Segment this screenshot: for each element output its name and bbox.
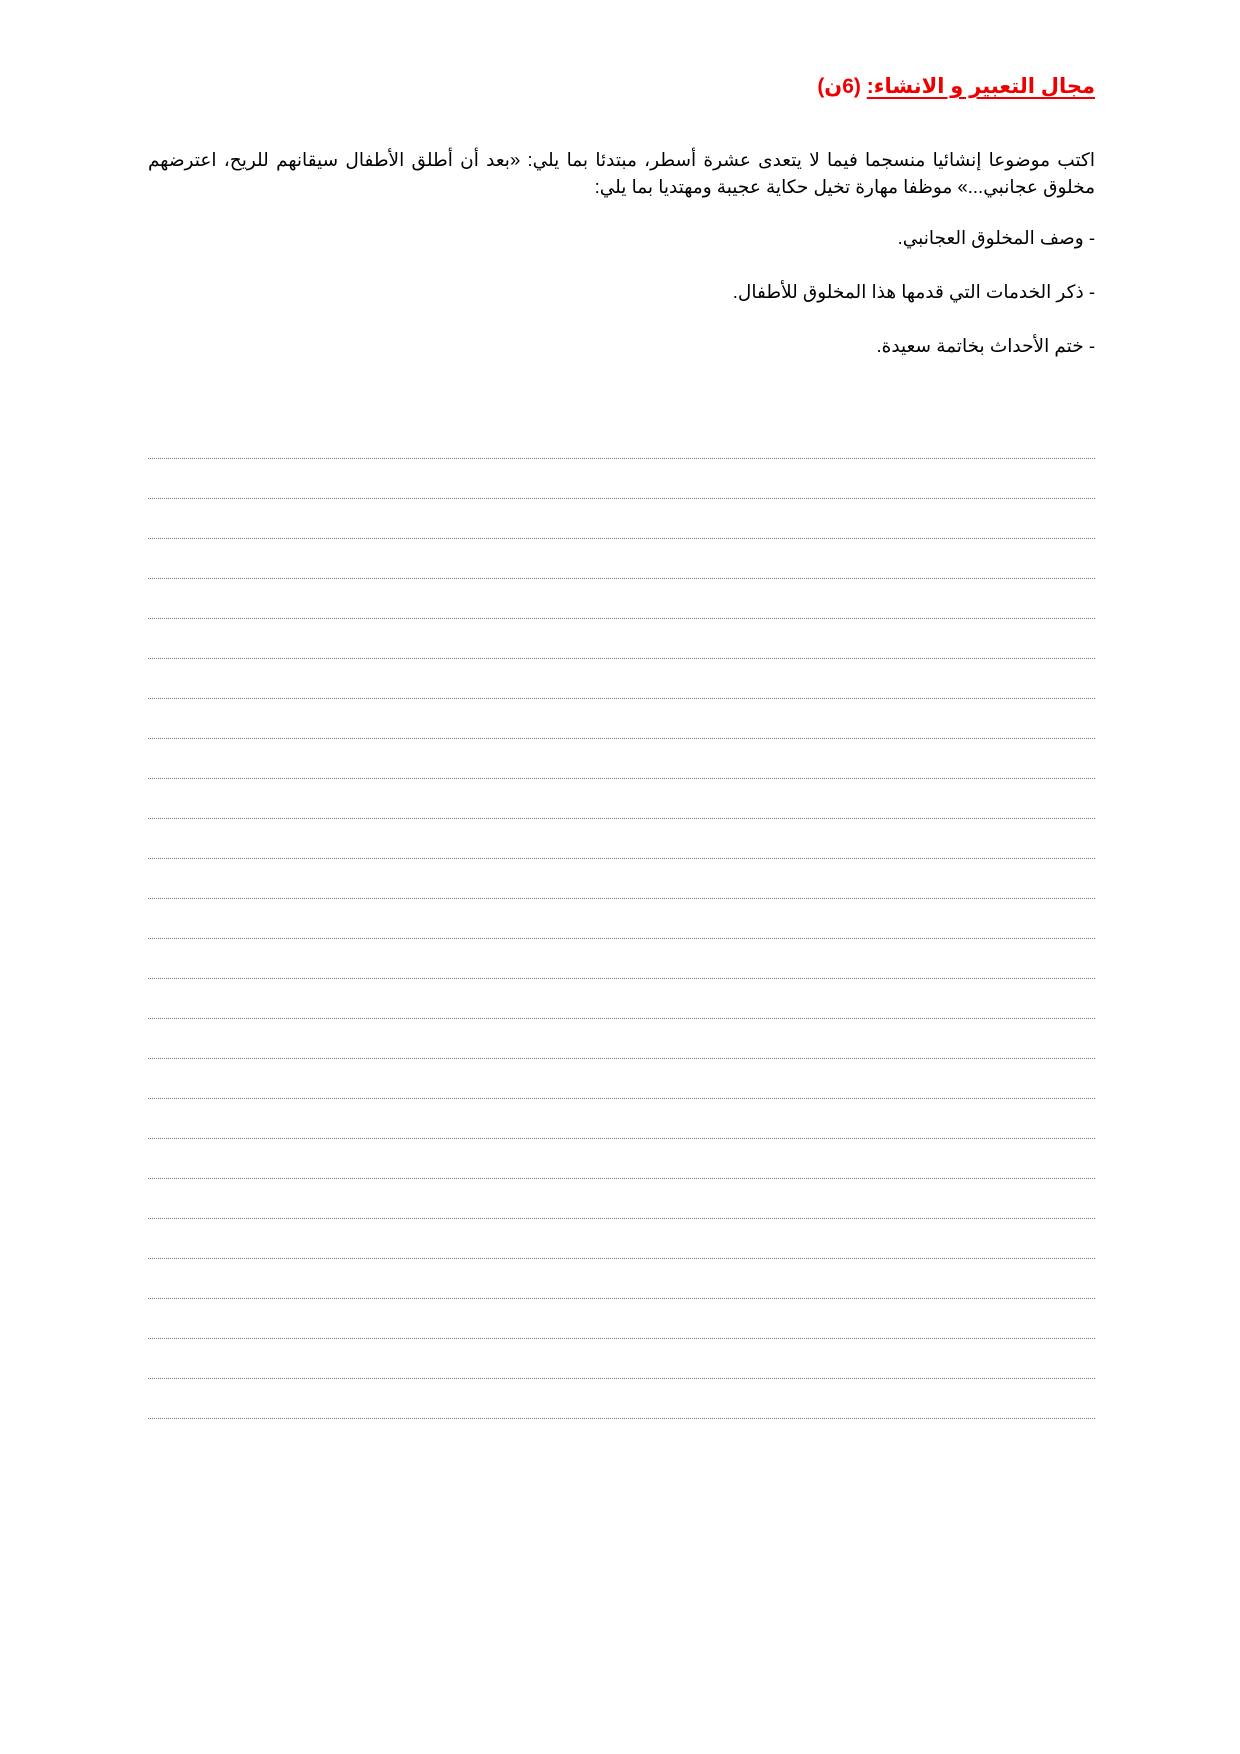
answer-line[interactable]	[148, 499, 1095, 539]
answer-line[interactable]	[148, 1179, 1095, 1219]
answer-line[interactable]	[148, 1019, 1095, 1059]
answer-line[interactable]	[148, 1299, 1095, 1339]
answer-line[interactable]	[148, 979, 1095, 1019]
section-heading	[148, 72, 1095, 102]
answer-line[interactable]	[148, 1339, 1095, 1379]
answer-line[interactable]	[148, 1059, 1095, 1099]
answer-line[interactable]	[148, 859, 1095, 899]
answer-line[interactable]	[148, 579, 1095, 619]
section-title: مجال التعبير و الانشاء:	[866, 75, 1095, 98]
guideline-item: - ذكر الخدمات التي قدمها هذا المخلوق للأطفال.	[732, 281, 1095, 302]
answer-line[interactable]	[148, 1259, 1095, 1299]
answer-line[interactable]	[148, 939, 1095, 979]
answer-line[interactable]	[148, 539, 1095, 579]
answer-line[interactable]	[148, 459, 1095, 499]
points-label: (6ن)	[817, 75, 861, 98]
answer-line[interactable]	[148, 699, 1095, 739]
guideline-item: - وصف المخلوق العجانبي.	[897, 227, 1095, 248]
answer-line[interactable]	[148, 819, 1095, 859]
writing-prompt: اكتب موضوعا إنشائيا منسجما فيما لا يتعدى عشرة أسطر، مبتدئا بما يلي: «بعد أن أطلق الأطفال سيقانهم للريح، اعترضهم مخلوق عجانبي...» موظفا مهارة تخيل حكاية عجيبة ومهتديا بما يلي:	[148, 149, 1095, 197]
answer-line[interactable]	[148, 739, 1095, 779]
exercise-block	[148, 72, 1095, 359]
answer-line[interactable]	[148, 899, 1095, 939]
answer-line[interactable]	[148, 779, 1095, 819]
answer-line[interactable]	[148, 1139, 1095, 1179]
answer-line[interactable]	[148, 419, 1095, 459]
answer-line[interactable]	[148, 1219, 1095, 1259]
answer-lines-area[interactable]	[148, 419, 1095, 1419]
answer-line[interactable]	[148, 659, 1095, 699]
guideline-item: - ختم الأحداث بخاتمة سعيدة.	[876, 335, 1095, 356]
answer-line[interactable]	[148, 1379, 1095, 1419]
answer-line[interactable]	[148, 1099, 1095, 1139]
answer-line[interactable]	[148, 619, 1095, 659]
